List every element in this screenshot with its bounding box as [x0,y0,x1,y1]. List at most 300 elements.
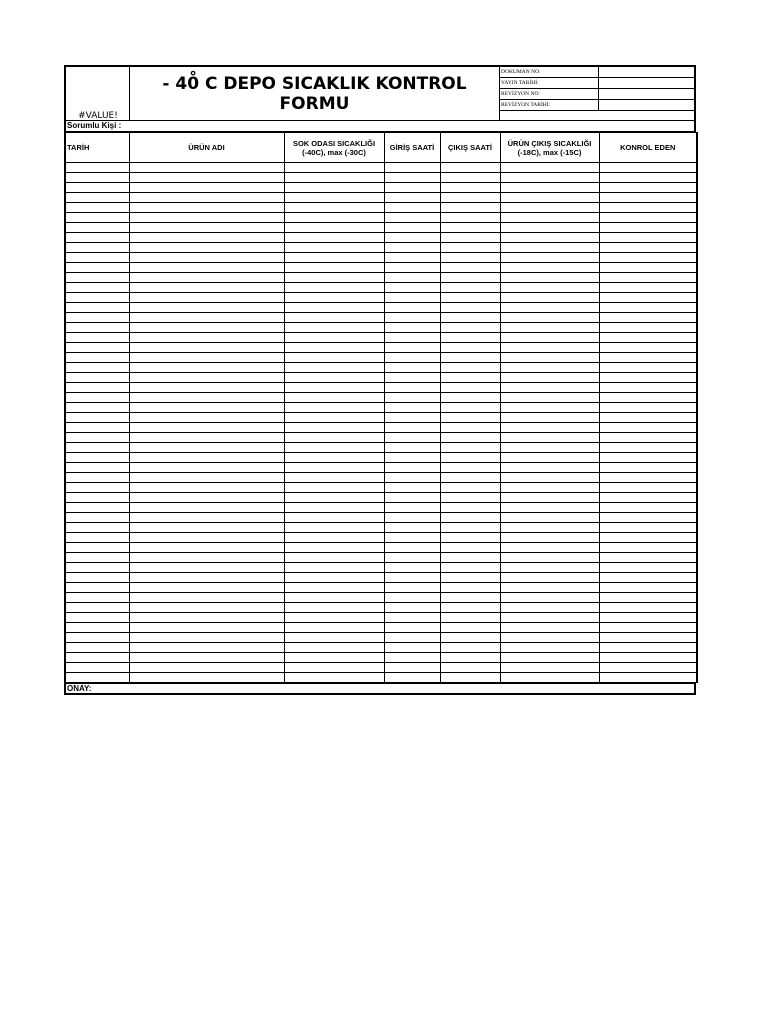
table-cell[interactable] [599,183,697,193]
table-cell[interactable] [129,423,284,433]
table-cell[interactable] [440,253,500,263]
table-cell[interactable] [384,223,440,233]
table-cell[interactable] [284,453,384,463]
table-cell[interactable] [384,193,440,203]
table-cell[interactable] [384,403,440,413]
table-cell[interactable] [500,343,599,353]
table-cell[interactable] [65,353,129,363]
table-cell[interactable] [599,503,697,513]
table-cell[interactable] [599,273,697,283]
table-cell[interactable] [65,533,129,543]
table-cell[interactable] [440,343,500,353]
table-cell[interactable] [384,183,440,193]
table-cell[interactable] [384,613,440,623]
table-cell[interactable] [500,503,599,513]
table-cell[interactable] [65,183,129,193]
table-cell[interactable] [129,183,284,193]
table-cell[interactable] [599,203,697,213]
table-cell[interactable] [440,673,500,683]
table-cell[interactable] [129,433,284,443]
table-cell[interactable] [599,333,697,343]
table-cell[interactable] [599,253,697,263]
table-cell[interactable] [284,573,384,583]
table-cell[interactable] [65,483,129,493]
table-cell[interactable] [284,543,384,553]
table-cell[interactable] [599,483,697,493]
table-cell[interactable] [440,393,500,403]
table-cell[interactable] [284,383,384,393]
table-cell[interactable] [65,163,129,173]
table-cell[interactable] [384,333,440,343]
table-cell[interactable] [500,183,599,193]
table-cell[interactable] [284,193,384,203]
table-cell[interactable] [599,173,697,183]
table-cell[interactable] [129,573,284,583]
table-cell[interactable] [500,283,599,293]
table-cell[interactable] [500,473,599,483]
table-cell[interactable] [284,213,384,223]
table-cell[interactable] [500,603,599,613]
table-cell[interactable] [284,283,384,293]
table-cell[interactable] [599,373,697,383]
table-cell[interactable] [500,433,599,443]
table-cell[interactable] [129,313,284,323]
table-cell[interactable] [65,263,129,273]
table-cell[interactable] [384,323,440,333]
table-cell[interactable] [284,243,384,253]
table-cell[interactable] [440,573,500,583]
table-cell[interactable] [384,553,440,563]
table-cell[interactable] [384,393,440,403]
table-cell[interactable] [284,263,384,273]
table-cell[interactable] [599,323,697,333]
table-cell[interactable] [599,233,697,243]
table-cell[interactable] [284,623,384,633]
table-cell[interactable] [500,583,599,593]
table-cell[interactable] [384,643,440,653]
table-cell[interactable] [384,303,440,313]
table-cell[interactable] [500,363,599,373]
table-cell[interactable] [384,413,440,423]
table-cell[interactable] [384,663,440,673]
table-cell[interactable] [599,443,697,453]
table-cell[interactable] [599,303,697,313]
table-cell[interactable] [284,293,384,303]
table-cell[interactable] [500,553,599,563]
table-cell[interactable] [440,493,500,503]
table-cell[interactable] [500,573,599,583]
table-cell[interactable] [129,583,284,593]
table-cell[interactable] [384,593,440,603]
table-cell[interactable] [384,653,440,663]
table-cell[interactable] [284,483,384,493]
table-cell[interactable] [384,173,440,183]
table-cell[interactable] [440,183,500,193]
table-cell[interactable] [384,233,440,243]
table-cell[interactable] [599,363,697,373]
table-cell[interactable] [440,333,500,343]
table-cell[interactable] [129,523,284,533]
table-cell[interactable] [129,323,284,333]
table-cell[interactable] [65,333,129,343]
table-cell[interactable] [65,573,129,583]
table-cell[interactable] [384,623,440,633]
table-cell[interactable] [65,423,129,433]
table-cell[interactable] [129,463,284,473]
table-cell[interactable] [284,463,384,473]
table-cell[interactable] [284,533,384,543]
table-cell[interactable] [129,343,284,353]
table-cell[interactable] [500,483,599,493]
table-cell[interactable] [440,193,500,203]
table-cell[interactable] [129,263,284,273]
table-cell[interactable] [65,303,129,313]
table-cell[interactable] [384,523,440,533]
table-cell[interactable] [500,633,599,643]
table-cell[interactable] [284,493,384,503]
table-cell[interactable] [599,633,697,643]
table-cell[interactable] [129,503,284,513]
table-cell[interactable] [65,393,129,403]
table-cell[interactable] [65,593,129,603]
table-cell[interactable] [599,263,697,273]
table-cell[interactable] [440,623,500,633]
table-cell[interactable] [65,613,129,623]
table-cell[interactable] [599,413,697,423]
meta-value[interactable] [599,100,694,110]
table-cell[interactable] [440,513,500,523]
table-cell[interactable] [500,543,599,553]
table-cell[interactable] [384,493,440,503]
table-cell[interactable] [599,473,697,483]
table-cell[interactable] [65,463,129,473]
table-cell[interactable] [384,383,440,393]
table-cell[interactable] [599,453,697,463]
table-cell[interactable] [129,563,284,573]
table-cell[interactable] [599,553,697,563]
meta-value[interactable] [599,89,694,99]
table-cell[interactable] [129,293,284,303]
table-cell[interactable] [284,433,384,443]
table-cell[interactable] [65,633,129,643]
table-cell[interactable] [500,523,599,533]
table-cell[interactable] [440,223,500,233]
table-cell[interactable] [440,643,500,653]
table-cell[interactable] [500,463,599,473]
table-cell[interactable] [440,443,500,453]
table-cell[interactable] [440,273,500,283]
table-cell[interactable] [440,543,500,553]
table-cell[interactable] [599,313,697,323]
table-cell[interactable] [384,353,440,363]
table-cell[interactable] [500,303,599,313]
table-cell[interactable] [440,463,500,473]
table-cell[interactable] [599,163,697,173]
table-cell[interactable] [440,213,500,223]
table-cell[interactable] [129,363,284,373]
table-cell[interactable] [440,373,500,383]
table-cell[interactable] [500,423,599,433]
table-cell[interactable] [65,363,129,373]
table-cell[interactable] [284,173,384,183]
table-cell[interactable] [440,293,500,303]
meta-value[interactable] [599,67,694,77]
table-cell[interactable] [129,453,284,463]
table-cell[interactable] [129,623,284,633]
table-cell[interactable] [384,433,440,443]
table-cell[interactable] [440,523,500,533]
table-cell[interactable] [129,493,284,503]
table-cell[interactable] [284,183,384,193]
table-cell[interactable] [440,233,500,243]
table-cell[interactable] [500,393,599,403]
table-cell[interactable] [500,673,599,683]
table-cell[interactable] [129,163,284,173]
table-cell[interactable] [599,573,697,583]
table-cell[interactable] [384,483,440,493]
table-cell[interactable] [440,423,500,433]
table-cell[interactable] [129,243,284,253]
table-cell[interactable] [500,213,599,223]
table-cell[interactable] [129,643,284,653]
table-cell[interactable] [384,533,440,543]
table-cell[interactable] [65,233,129,243]
table-cell[interactable] [129,603,284,613]
table-cell[interactable] [284,363,384,373]
table-cell[interactable] [440,303,500,313]
table-cell[interactable] [65,443,129,453]
table-cell[interactable] [599,433,697,443]
table-cell[interactable] [440,453,500,463]
table-cell[interactable] [500,223,599,233]
table-cell[interactable] [500,623,599,633]
table-cell[interactable] [284,273,384,283]
table-cell[interactable] [599,293,697,303]
table-cell[interactable] [599,513,697,523]
table-cell[interactable] [284,553,384,563]
table-cell[interactable] [65,513,129,523]
table-cell[interactable] [284,473,384,483]
table-cell[interactable] [65,493,129,503]
table-cell[interactable] [440,243,500,253]
table-cell[interactable] [599,533,697,543]
table-cell[interactable] [500,263,599,273]
table-cell[interactable] [384,673,440,683]
table-cell[interactable] [129,553,284,563]
table-cell[interactable] [65,293,129,303]
table-cell[interactable] [384,443,440,453]
table-cell[interactable] [440,383,500,393]
table-cell[interactable] [129,413,284,423]
table-cell[interactable] [129,283,284,293]
table-cell[interactable] [65,663,129,673]
table-cell[interactable] [129,653,284,663]
table-cell[interactable] [440,653,500,663]
table-cell[interactable] [65,413,129,423]
table-cell[interactable] [440,563,500,573]
table-cell[interactable] [440,483,500,493]
table-cell[interactable] [284,253,384,263]
table-cell[interactable] [440,203,500,213]
table-cell[interactable] [440,503,500,513]
table-cell[interactable] [129,353,284,363]
table-cell[interactable] [500,533,599,543]
table-cell[interactable] [384,503,440,513]
table-cell[interactable] [599,673,697,683]
table-cell[interactable] [284,343,384,353]
table-cell[interactable] [284,413,384,423]
table-cell[interactable] [129,393,284,403]
table-cell[interactable] [500,563,599,573]
table-cell[interactable] [65,403,129,413]
table-cell[interactable] [500,243,599,253]
table-cell[interactable] [284,203,384,213]
table-cell[interactable] [500,353,599,363]
table-cell[interactable] [599,343,697,353]
table-cell[interactable] [129,213,284,223]
table-cell[interactable] [440,593,500,603]
table-cell[interactable] [500,443,599,453]
table-cell[interactable] [599,543,697,553]
table-cell[interactable] [284,423,384,433]
table-cell[interactable] [65,543,129,553]
table-cell[interactable] [65,253,129,263]
table-cell[interactable] [129,203,284,213]
table-cell[interactable] [440,533,500,543]
table-cell[interactable] [500,613,599,623]
table-cell[interactable] [599,393,697,403]
table-cell[interactable] [284,663,384,673]
table-cell[interactable] [384,423,440,433]
table-cell[interactable] [129,443,284,453]
table-cell[interactable] [384,603,440,613]
table-cell[interactable] [284,373,384,383]
table-cell[interactable] [500,453,599,463]
table-cell[interactable] [500,173,599,183]
table-cell[interactable] [440,283,500,293]
table-cell[interactable] [129,403,284,413]
table-cell[interactable] [65,323,129,333]
table-cell[interactable] [599,243,697,253]
table-cell[interactable] [500,253,599,263]
table-cell[interactable] [384,563,440,573]
table-cell[interactable] [500,233,599,243]
table-cell[interactable] [129,663,284,673]
table-cell[interactable] [384,543,440,553]
table-cell[interactable] [440,473,500,483]
table-cell[interactable] [284,653,384,663]
table-cell[interactable] [129,223,284,233]
table-cell[interactable] [500,403,599,413]
table-cell[interactable] [500,373,599,383]
table-cell[interactable] [440,413,500,423]
table-cell[interactable] [440,613,500,623]
table-cell[interactable] [599,653,697,663]
table-cell[interactable] [384,283,440,293]
table-cell[interactable] [599,613,697,623]
table-cell[interactable] [284,643,384,653]
table-cell[interactable] [500,513,599,523]
table-cell[interactable] [500,383,599,393]
table-cell[interactable] [284,503,384,513]
table-cell[interactable] [65,243,129,253]
table-cell[interactable] [65,453,129,463]
table-cell[interactable] [129,513,284,523]
table-cell[interactable] [384,163,440,173]
table-cell[interactable] [129,483,284,493]
table-cell[interactable] [284,513,384,523]
table-cell[interactable] [599,463,697,473]
table-cell[interactable] [599,403,697,413]
table-cell[interactable] [500,663,599,673]
table-cell[interactable] [284,583,384,593]
table-cell[interactable] [440,313,500,323]
table-cell[interactable] [599,213,697,223]
table-cell[interactable] [65,673,129,683]
table-cell[interactable] [500,413,599,423]
table-cell[interactable] [440,363,500,373]
table-cell[interactable] [284,563,384,573]
table-cell[interactable] [284,313,384,323]
table-cell[interactable] [65,313,129,323]
table-cell[interactable] [129,473,284,483]
table-cell[interactable] [284,353,384,363]
table-cell[interactable] [284,673,384,683]
table-cell[interactable] [129,303,284,313]
table-cell[interactable] [599,423,697,433]
table-cell[interactable] [500,313,599,323]
table-cell[interactable] [384,213,440,223]
table-cell[interactable] [65,583,129,593]
table-cell[interactable] [129,273,284,283]
table-cell[interactable] [65,623,129,633]
table-cell[interactable] [384,263,440,273]
table-cell[interactable] [65,283,129,293]
table-cell[interactable] [129,633,284,643]
table-cell[interactable] [65,603,129,613]
table-cell[interactable] [65,383,129,393]
table-cell[interactable] [284,323,384,333]
table-cell[interactable] [384,293,440,303]
table-cell[interactable] [440,433,500,443]
table-cell[interactable] [440,663,500,673]
table-cell[interactable] [384,243,440,253]
table-cell[interactable] [284,523,384,533]
table-cell[interactable] [384,203,440,213]
table-cell[interactable] [284,443,384,453]
table-cell[interactable] [440,633,500,643]
table-cell[interactable] [500,163,599,173]
table-cell[interactable] [599,623,697,633]
table-cell[interactable] [440,263,500,273]
table-cell[interactable] [65,173,129,183]
table-cell[interactable] [65,553,129,563]
table-cell[interactable] [440,603,500,613]
table-cell[interactable] [599,563,697,573]
table-cell[interactable] [384,583,440,593]
table-cell[interactable] [500,323,599,333]
table-cell[interactable] [500,273,599,283]
table-cell[interactable] [65,373,129,383]
table-cell[interactable] [284,333,384,343]
table-cell[interactable] [384,573,440,583]
table-cell[interactable] [384,373,440,383]
table-cell[interactable] [65,473,129,483]
table-cell[interactable] [129,533,284,543]
table-cell[interactable] [65,563,129,573]
table-cell[interactable] [599,493,697,503]
table-cell[interactable] [599,193,697,203]
